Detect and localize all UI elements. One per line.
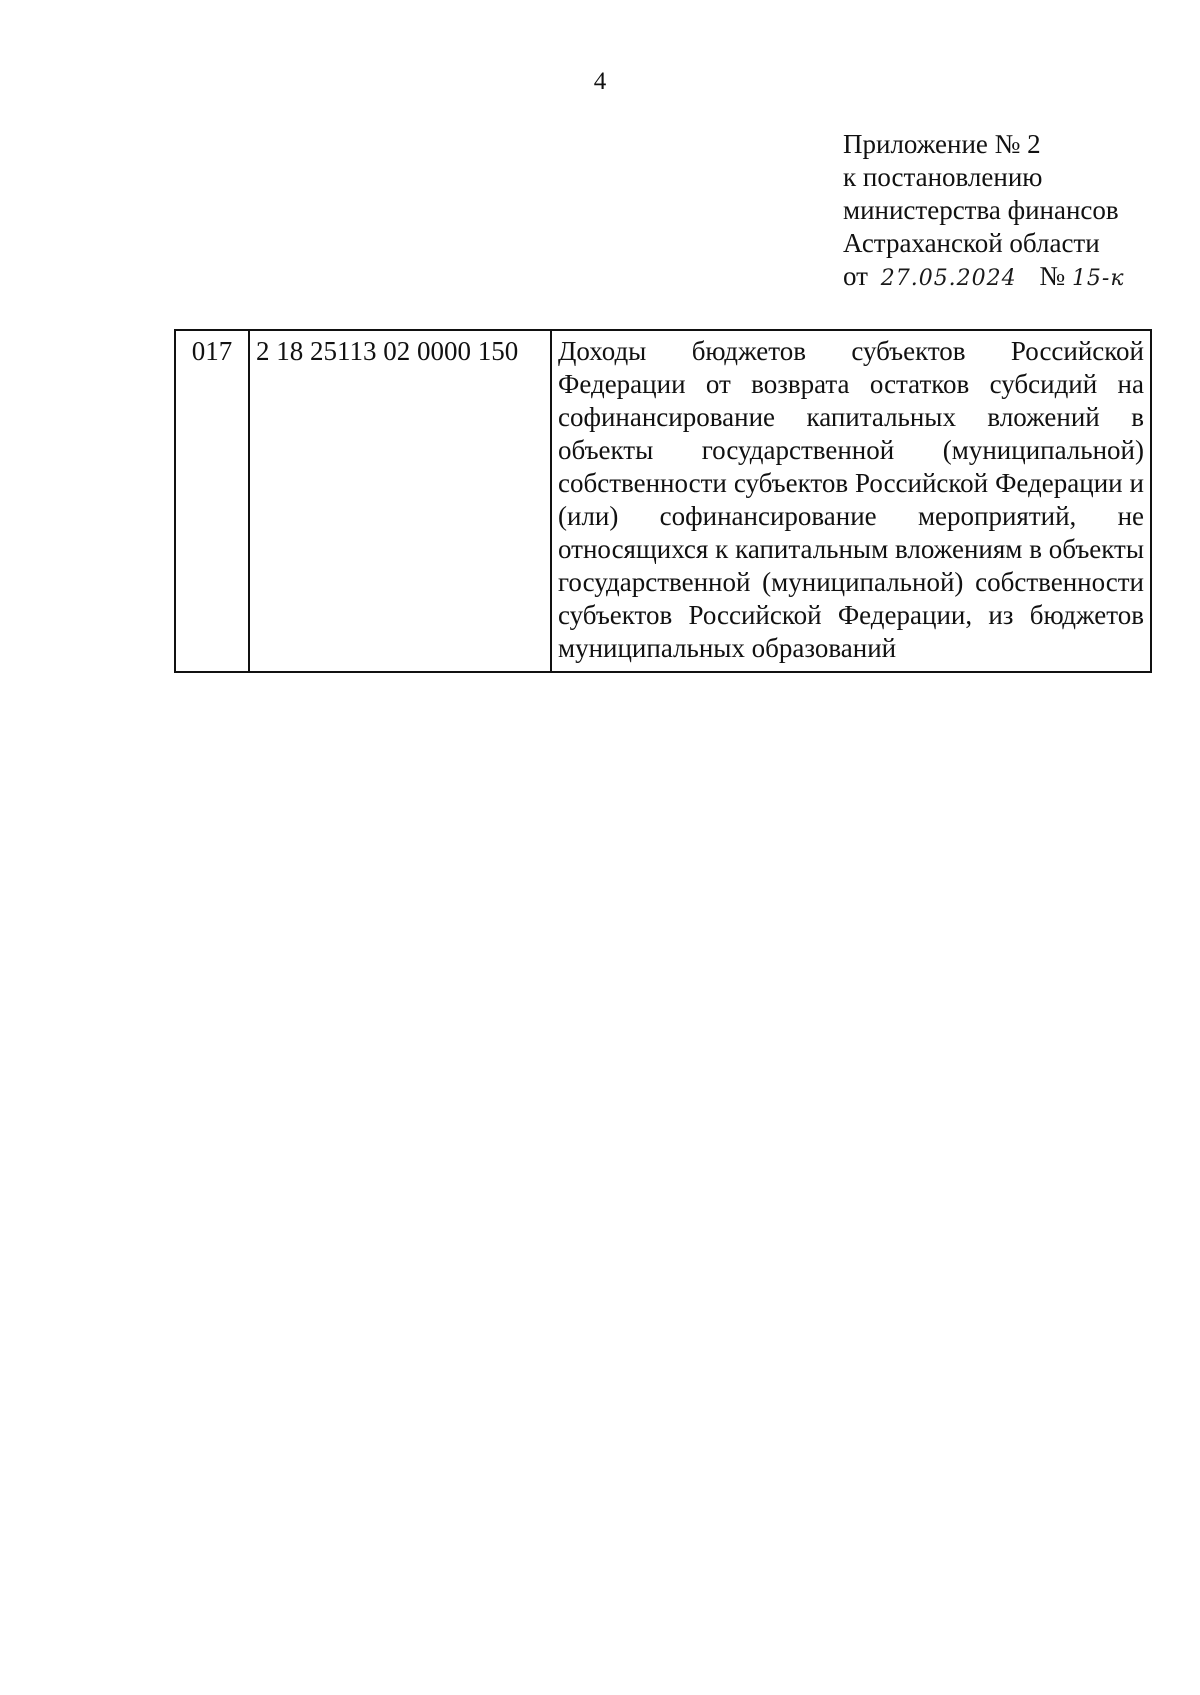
revenue-code-table (174, 329, 1152, 673)
number-prefix: № (1039, 261, 1066, 291)
appendix-title: Приложение № 2 (843, 129, 1041, 159)
appendix-region-line: Астраханской области (843, 228, 1100, 258)
admin-code-cell: 017 (175, 330, 249, 672)
appendix-date-number-line (843, 260, 1163, 295)
page-number: 4 (593, 68, 607, 95)
revenue-name-cell: Доходы бюджетов субъектов Российской Федерации от возврата остатков субсидий на софинансирование капитальных вложений в объекты государственной (муниципальной) собственности субъектов Российской Федерации и (или) софинансирование мероприятий, не относящихся к капитальным вложениям в объекты государственной (муниципальной) собственности субъектов Российской Федерации, из бюджетов муниципальных образований (551, 330, 1151, 672)
handwritten-number: 15-к (1071, 266, 1125, 291)
appendix-resolution-line: к постановлению (843, 162, 1043, 192)
appendix-header (843, 128, 1163, 295)
table-row (175, 330, 1151, 672)
kbk-code-cell: 2 18 25113 02 0000 150 (249, 330, 551, 672)
handwritten-date: 27.05.2024 (880, 266, 1017, 291)
date-prefix: от (843, 261, 868, 291)
appendix-ministry-line: министерства финансов (843, 195, 1119, 225)
